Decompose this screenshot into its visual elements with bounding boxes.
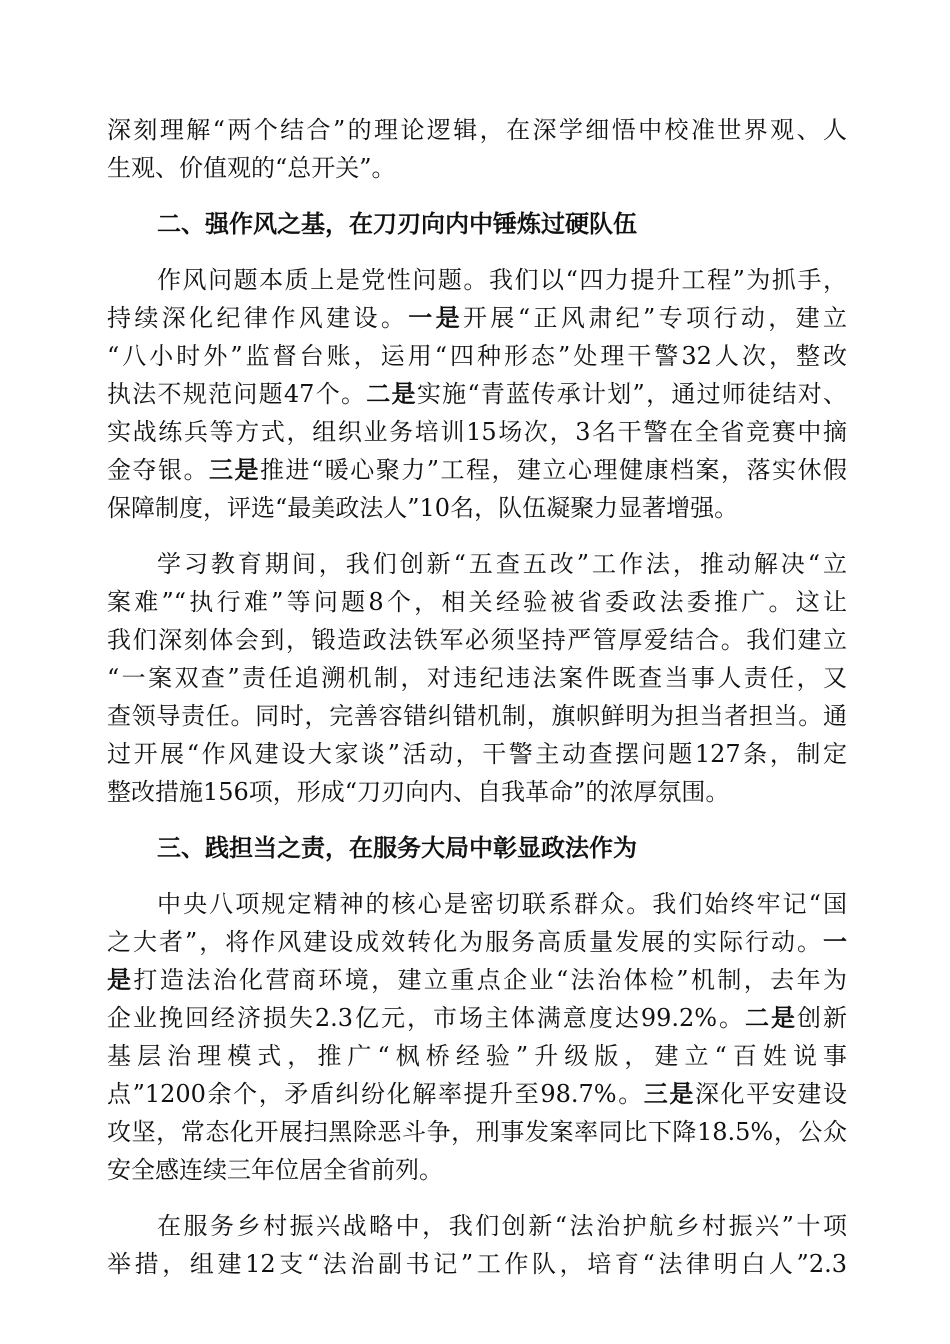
paragraph-line: 是打造法治化营商环境，建立重点企业“法治体检”机制，去年为	[107, 965, 848, 994]
emphasis-marker: 一	[823, 927, 847, 956]
paragraph-line: 点”1200余个，矛盾纠纷化解率提升至98.7%。三是深化平安建设	[107, 1079, 848, 1108]
paragraph-line: 安全感连续三年位居全省前列。	[107, 1156, 443, 1184]
document-body	[107, 111, 847, 1283]
paragraph-line: 持续深化纪律作风建设。一是开展“正风肃纪”专项行动，建立	[107, 303, 848, 332]
paragraph-line: 基层治理模式，推广“枫桥经验”升级版，建立“百姓说事	[107, 1042, 847, 1070]
paragraph-line: 执法不规范问题47个。二是实施“青蓝传承计划”，通过师徒结对、	[107, 379, 847, 408]
paragraph-line: 企业挽回经济损失2.3亿元，市场主体满意度达99.2%。二是创新	[107, 1003, 847, 1032]
emphasis-marker: 三是	[643, 1079, 695, 1108]
paragraph-line: “八小时外”监督台账，运用“四种形态”处理干警32人次，整改	[107, 342, 847, 370]
emphasis-marker: 二是	[745, 1003, 798, 1032]
paragraph-line: 举措，组建12支“法治副书记”工作队，培育“法律明白人”2.3	[107, 1250, 847, 1278]
emphasis-marker: 二是	[366, 379, 417, 408]
paragraph-line: “一案双查”责任追溯机制，对违纪违法案件既查当事人责任，又	[107, 664, 847, 692]
paragraph-line: 之大者”，将作风建设成效转化为服务高质量发展的实际行动。一	[107, 927, 847, 956]
section-heading-3: 三、践担当之责，在服务大局中彰显政法作为	[157, 833, 637, 862]
paragraph-line: 查领导责任。同时，完善容错纠错机制，旗帜鲜明为担当者担当。通	[107, 702, 847, 730]
paragraph-line: 案难”“执行难”等问题8个，相关经验被省委政法委推广。这让	[107, 588, 847, 616]
paragraph-line: 作风问题本质上是党性问题。我们以“四力提升工程”为抓手，	[157, 266, 847, 294]
paragraph-line: 攻坚，常态化开展扫黑除恶斗争，刑事发案率同比下降18.5%，公众	[107, 1118, 847, 1146]
paragraph-line: 金夺银。三是推进“暖心聚力”工程，建立心理健康档案，落实休假	[107, 455, 848, 484]
emphasis-marker: 是	[107, 965, 134, 994]
emphasis-marker: 三是	[209, 455, 260, 484]
paragraph-line: 中央八项规定精神的核心是密切联系群众。我们始终牢记“国	[157, 890, 847, 918]
paragraph-line: 我们深刻体会到，锻造政法铁军必须坚持严管厚爱结合。我们建立	[107, 626, 847, 654]
emphasis-marker: 一是	[408, 303, 464, 332]
paragraph-line: 保障制度，评选“最美政法人”10名，队伍凝聚力显著增强。	[107, 494, 739, 522]
paragraph-line: 整改措施156项，形成“刀刃向内、自我革命”的浓厚氛围。	[107, 778, 730, 806]
paragraph-line: 过开展“作风建设大家谈”活动，干警主动查摆问题127条，制定	[107, 740, 847, 768]
paragraph-line: 深刻理解“两个结合”的理论逻辑，在深学细悟中校准世界观、人	[107, 116, 847, 144]
paragraph-line: 学习教育期间，我们创新“五查五改”工作法，推动解决“立	[157, 550, 847, 578]
paragraph-line: 生观、价值观的“总开关”。	[107, 154, 396, 182]
paragraph-line: 在服务乡村振兴战略中，我们创新“法治护航乡村振兴”十项	[157, 1212, 847, 1240]
paragraph-line: 实战练兵等方式，组织业务培训15场次，3名干警在全省竞赛中摘	[107, 418, 847, 446]
section-heading-2: 二、强作风之基，在刀刃向内中锤炼过硬队伍	[157, 209, 637, 238]
